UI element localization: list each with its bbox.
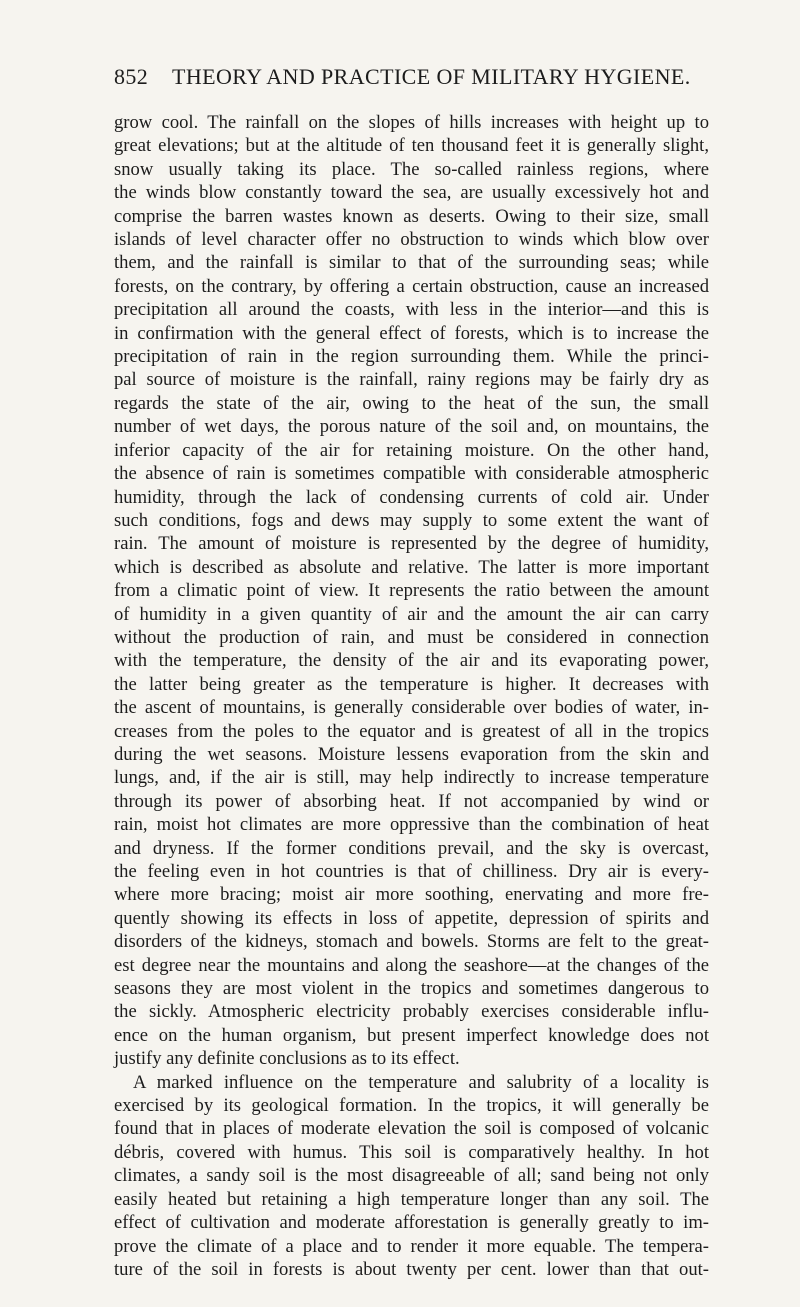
text-line: disorders of the kidneys, stomach and bowels. Storms are felt to the great- [114, 931, 709, 953]
text-line: and dryness. If the former conditions prevail, and the sky is overcast, [114, 837, 709, 859]
text-line: regards the state of the air, owing to the heat of the sun, the small [114, 392, 709, 414]
text-line: seasons they are most violent in the tropics and sometimes dangerous to [114, 978, 709, 1000]
text-line: grow cool. The rainfall on the slopes of hills increases with height up to [114, 112, 709, 133]
text-line: great elevations; but at the altitude of ten thousand feet it is generally slight, [114, 135, 709, 157]
text-line: ture of the soil in forests is about twenty per cent. lower than that out- [114, 1258, 709, 1280]
text-line: in confirmation with the general effect of forests, which is to increase the [114, 322, 709, 344]
text-line: creases from the poles to the equator and is greatest of all in the tropics [114, 720, 709, 742]
text-line: with the temperature, the density of the air and its evaporating power, [114, 650, 709, 672]
text-line: the latter being greater as the temperature is higher. It decreases with [114, 673, 709, 695]
text-line: easily heated but retaining a high temperature longer than any soil. The [114, 1188, 709, 1210]
text-line: islands of level character offer no obstruction to winds which blow over [114, 229, 709, 251]
text-line: the feeling even in hot countries is that of chilliness. Dry air is every- [114, 861, 709, 882]
text-line: the ascent of mountains, is generally considerable over bodies of water, in- [114, 697, 709, 719]
text-line: through its power of absorbing heat. If not accompanied by wind or [114, 790, 709, 812]
text-line: lungs, and, if the air is still, may help indirectly to increase temperature [114, 767, 709, 789]
text-line: the sickly. Atmospheric electricity probably exercises considerable influ- [114, 1001, 709, 1023]
text-line: the winds blow constantly toward the sea, are usually excessively hot and [114, 182, 709, 204]
text-line: effect of cultivation and moderate afforestation is generally greatly to im- [114, 1212, 709, 1234]
text-line: number of wet days, the porous nature of the soil and, on mountains, the [114, 416, 709, 438]
text-line: A marked influence on the temperature and salubrity of a locality is [133, 1071, 709, 1093]
page-number: 852 [114, 64, 149, 89]
text-line: precipitation of rain in the region surrounding them. While the princi- [114, 346, 709, 368]
body-text [114, 111, 709, 1281]
text-line: forests, on the contrary, by offering a certain obstruction, cause an increased [114, 275, 709, 297]
page-header [114, 64, 714, 94]
text-line: exercised by its geological formation. In the tropics, it will generally be [114, 1095, 709, 1117]
text-line: the absence of rain is sometimes compatible with considerable atmospheric [114, 463, 709, 485]
text-line: during the wet seasons. Moisture lessens evaporation from the skin and [114, 743, 709, 765]
paragraph [114, 1071, 709, 1282]
text-line: ence on the human organism, but present imperfect knowledge does not [114, 1024, 709, 1046]
running-head: THEORY AND PRACTICE OF MILITARY HYGIENE. [172, 64, 691, 89]
text-line: prove the climate of a place and to render it more equable. The tempera- [114, 1235, 709, 1257]
text-line: without the production of rain, and must be considered in connection [114, 626, 709, 648]
text-line: justify any definite conclusions as to its effect. [114, 1048, 460, 1070]
text-line: pal source of moisture is the rainfall, rainy regions may be fairly dry as [114, 369, 709, 391]
text-line: which is described as absolute and relative. The latter is more important [114, 556, 709, 578]
text-line: them, and the rainfall is similar to that of the surrounding seas; while [114, 252, 709, 274]
text-line: rain, moist hot climates are more oppressive than the combination of heat [114, 814, 709, 836]
text-line: est degree near the mountains and along the seashore—at the changes of the [114, 954, 709, 976]
paragraph [114, 111, 709, 1071]
text-line: climates, a sandy soil is the most disagreeable of all; sand being not only [114, 1165, 709, 1187]
text-line: inferior capacity of the air for retaining moisture. On the other hand, [114, 439, 709, 461]
text-line: such conditions, fogs and dews may supply to some extent the want of [114, 509, 709, 531]
text-line: precipitation all around the coasts, with less in the interior—and this is [114, 299, 709, 321]
text-line: humidity, through the lack of condensing currents of cold air. Under [114, 486, 709, 508]
text-line: débris, covered with humus. This soil is comparatively healthy. In hot [114, 1141, 709, 1163]
text-line: of humidity in a given quantity of air and the amount the air can carry [114, 603, 709, 625]
text-line: comprise the barren wastes known as deserts. Owing to their size, small [114, 205, 709, 227]
text-line: where more bracing; moist air more soothing, enervating and more fre- [114, 884, 709, 906]
text-line: snow usually taking its place. The so-called rainless regions, where [114, 158, 709, 180]
text-line: quently showing its effects in loss of appetite, depression of spirits and [114, 907, 709, 929]
text-line: rain. The amount of moisture is represented by the degree of humidity, [114, 533, 709, 555]
text-line: found that in places of moderate elevation the soil is composed of volcanic [114, 1118, 709, 1140]
text-line: from a climatic point of view. It represents the ratio between the amount [114, 580, 709, 602]
